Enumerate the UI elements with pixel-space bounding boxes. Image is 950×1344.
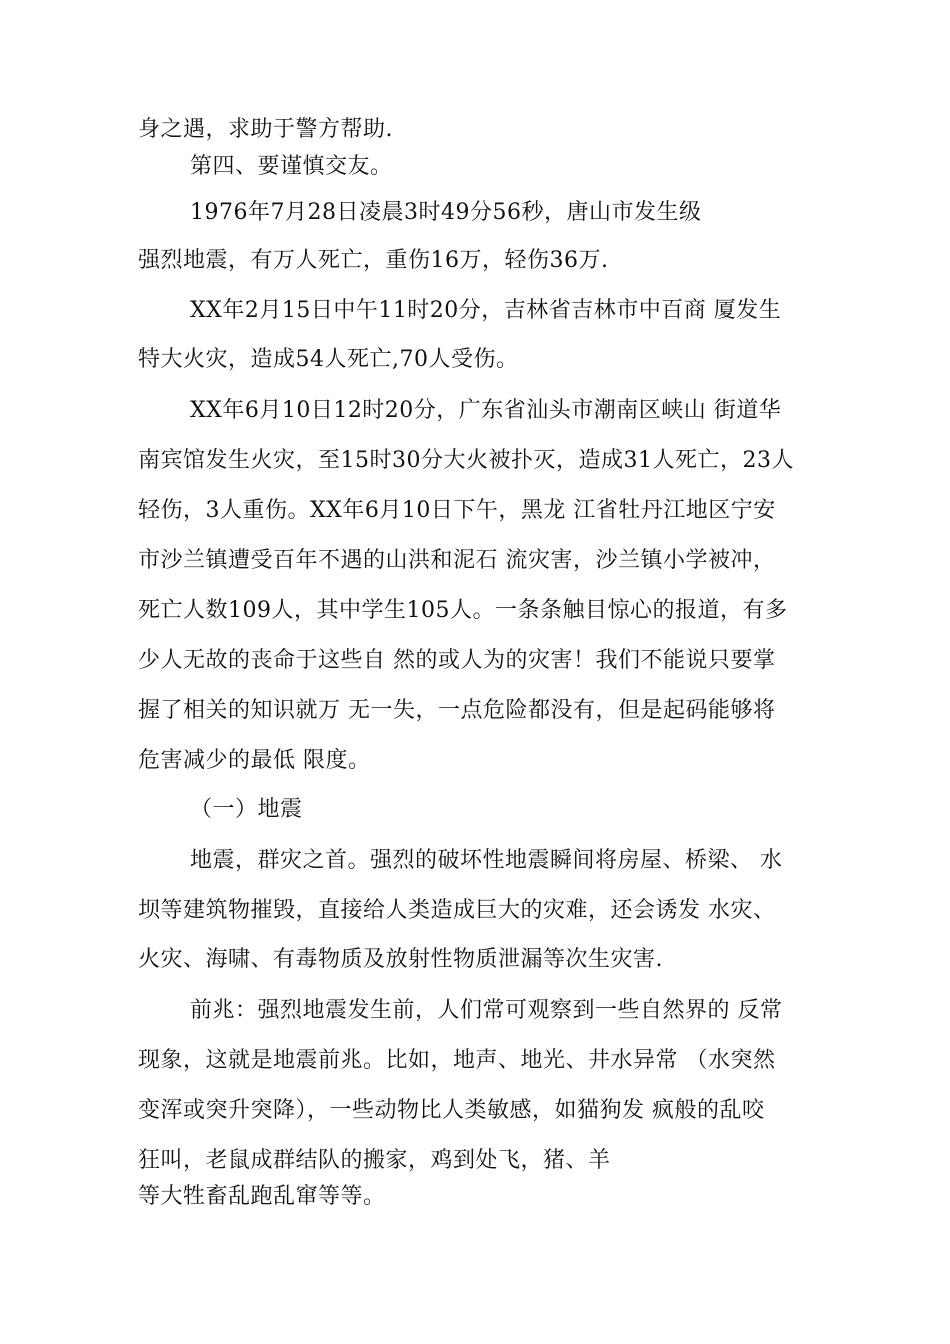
text-line: 1976年7月28日凌晨3时49分56秒，唐山市发生级 [190,200,702,225]
text-line: 强烈地震，有万人死亡，重伤16万，轻伤36万. [138,248,609,273]
text-line: 第四、要谨慎交友。 [190,154,393,179]
text-line: 南宾馆发生火灾，至15时30分大火被扑灭，造成31人死亡，23人 [138,448,794,473]
text-line: 等大牲畜乱跑乱窜等等。 [138,1184,386,1209]
text-line: 狂叫，老鼠成群结队的搬家，鸡到处飞，猪、羊 [138,1148,611,1173]
section-heading: （一）地震 [190,797,303,822]
text-line: 握了相关的知识就万 无一失，一点危险都没有，但是起码能够将 [138,698,776,723]
text-line: 危害减少的最低 限度。 [138,748,371,773]
text-line: 轻伤，3人重伤。XX年6月10日下午，黑龙 江省牡丹江地区宁安 [138,498,776,523]
text-line: XX年2月15日中午11时20分，吉林省吉林市中百商 厦发生 [190,298,782,323]
text-line: 变浑或突升突降），一些动物比人类敏感，如猫狗发 疯般的乱咬 [138,1098,765,1123]
text-line: 少人无故的丧命于这些自 然的或人为的灾害！我们不能说只要掌 [138,648,776,673]
text-line: 火灾、海啸、有毒物质及放射性物质泄漏等次生灾害. [138,947,663,972]
text-line: 特大火灾，造成54人死亡,70人受伤。 [138,347,519,372]
text-line: 市沙兰镇遭受百年不遇的山洪和泥石 流灾害，沙兰镇小学被冲， [138,548,776,573]
text-line: XX年6月10日12时20分，广东省汕头市潮南区峡山 街道华 [190,398,782,423]
text-line: 地震，群灾之首。强烈的破坏性地震瞬间将房屋、桥梁、 水 [190,848,783,873]
text-line: 现象，这就是地震前兆。比如，地声、地光、井水异常 （水突然 [138,1048,776,1073]
text-line: 前兆：强烈地震发生前，人们常可观察到一些自然界的 反常 [190,998,783,1023]
text-line: 身之遇，求助于警方帮助. [138,117,393,142]
text-line: 死亡人数109人，其中学生105人。一条条触目惊心的报道，有多 [138,598,788,623]
text-line: 坝等建筑物摧毁，直接给人类造成巨大的灾难，还会诱发 水灾、 [138,898,776,923]
